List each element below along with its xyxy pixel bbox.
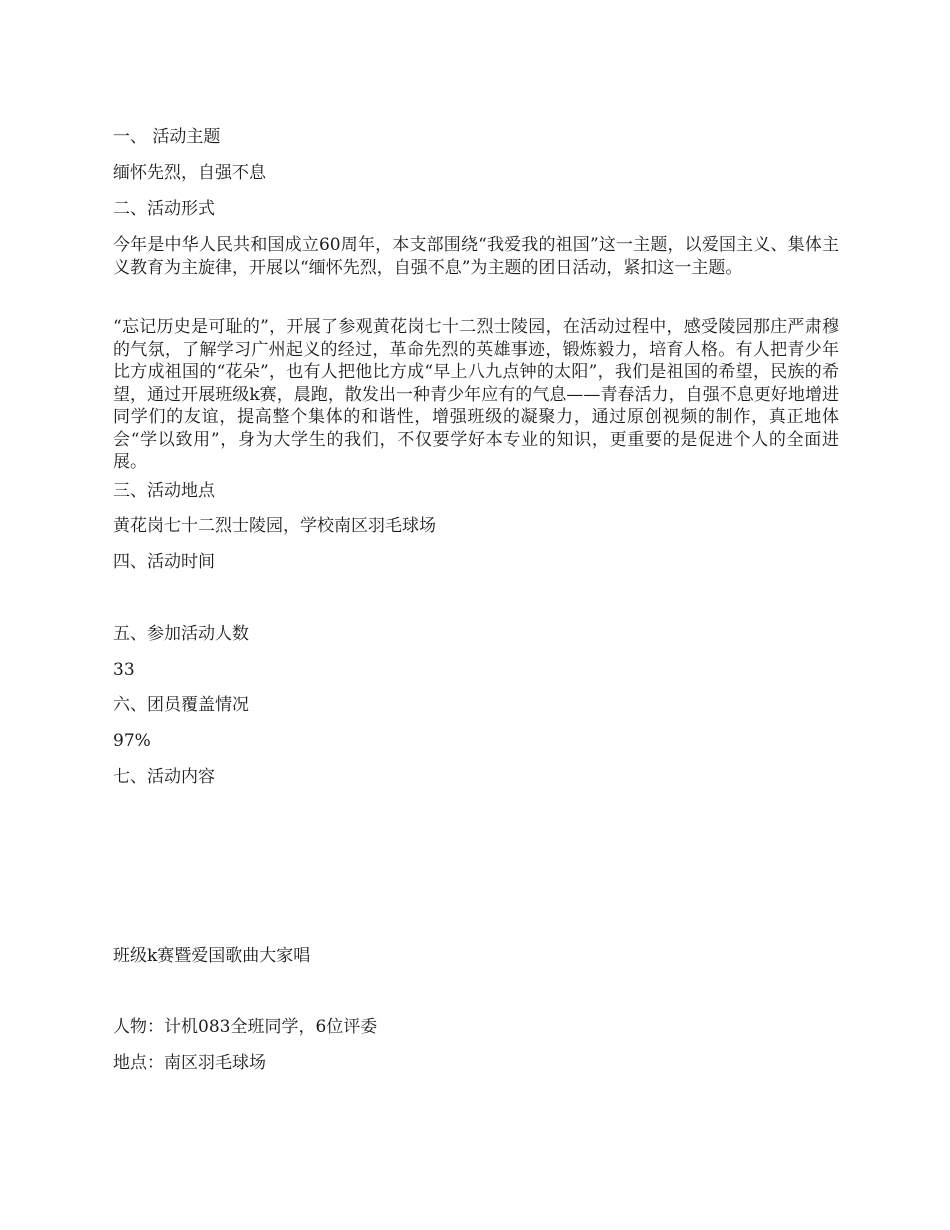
event-place: 地点：南区羽毛球场 [113,1053,266,1073]
coverage-heading: 六、团员覆盖情况 [113,695,249,715]
content-heading: 七、活动内容 [113,767,215,787]
place-heading: 三、活动地点 [113,481,215,501]
form-heading: 二、活动形式 [113,199,215,219]
event-people: 人物：计机083全班同学，6位评委 [113,1017,378,1037]
coverage-value: 97% [113,731,151,751]
form-paragraph-2: “忘记历史是可耻的”，开展了参观黄花岗七十二烈士陵园，在活动过程中，感受陵园那庄严肃穆的气氛，了解学习广州起义的经过，革命先烈的英雄事迹，锻炼毅力，培育人格。有人把青少年比方成祖国的“花朵”，也有人把他比方成“早上八九点钟的太阳”，我们是祖国的希望，民族的希望，通过开展班级k赛，晨跑，散发出一种青少年应有的气息——青春活力，自强不息更好地增进同学们的友谊，提高整个集体的和谐性，增强班级的凝聚力，通过原创视频的制作，真正地体会“学以致用”，身为大学生的我们，不仅要学好本专业的知识，更重要的是促进个人的全面进展。 [113,317,839,472]
form-paragraph-1: 今年是中华人民共和国成立60周年，本支部围绕“我爱我的祖国”这一主题，以爱国主义、集体主义教育为主旋律，开展以“缅怀先烈，自强不息”为主题的团日活动，紧扣这一主题。 [113,235,839,278]
theme-text: 缅怀先烈，自强不息 [113,163,266,183]
theme-heading: 一、 活动主题 [113,127,221,147]
event-title: 班级k赛暨爱国歌曲大家唱 [113,946,311,966]
count-heading: 五、参加活动人数 [113,624,249,644]
count-value: 33 [113,660,135,680]
time-heading: 四、活动时间 [113,552,215,572]
place-text: 黄花岗七十二烈士陵园，学校南区羽毛球场 [113,516,436,536]
